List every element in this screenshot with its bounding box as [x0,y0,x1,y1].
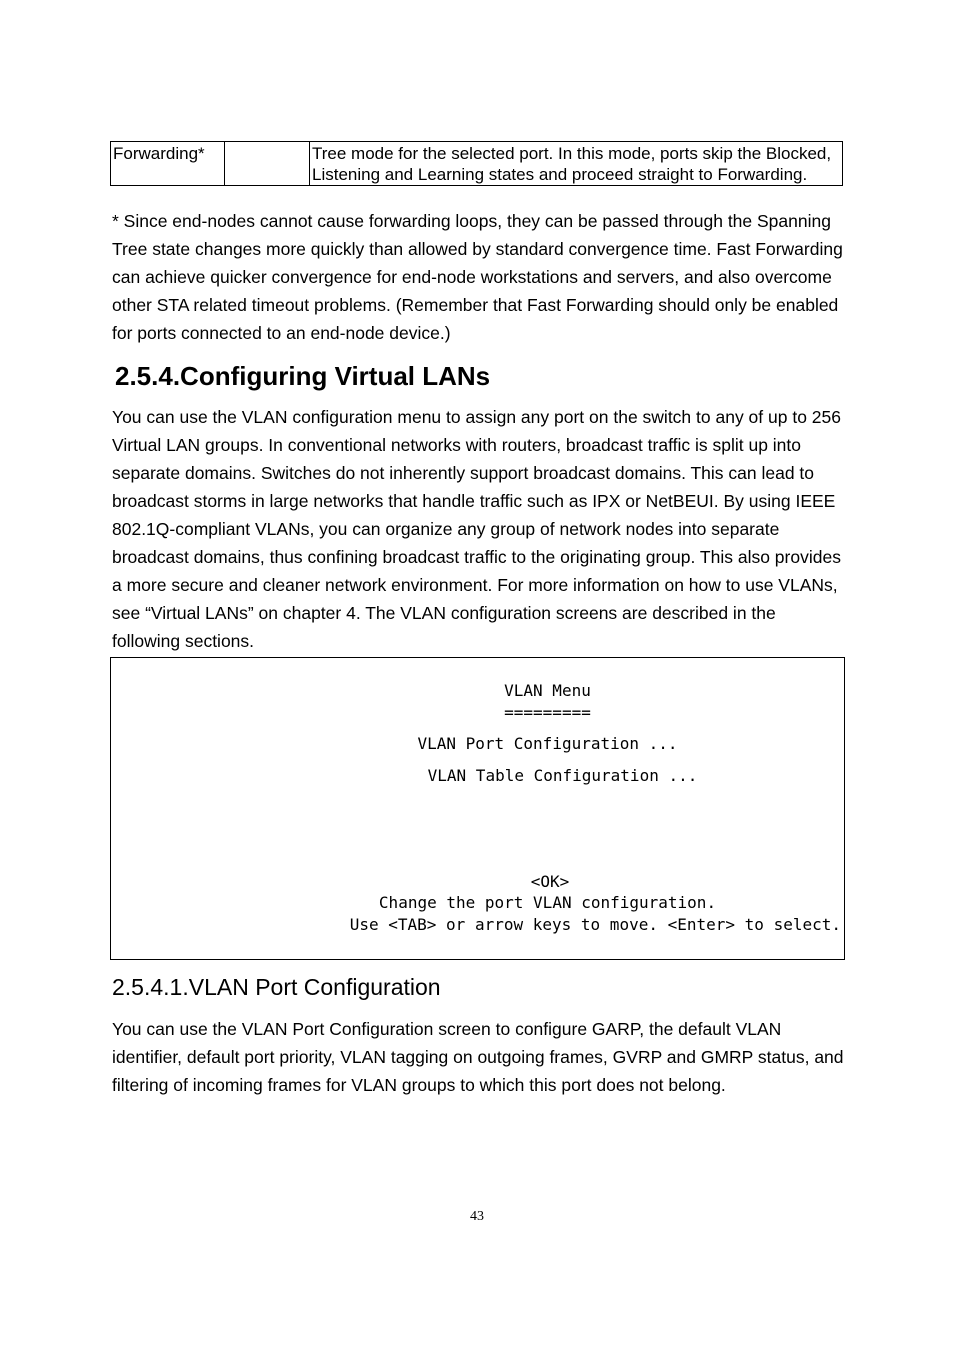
table-cell-description: Tree mode for the selected port. In this mode, ports skip the Blocked, Listening and Learning states and proceed straight to Forwarding. [310,142,843,186]
page-number: 43 [470,1209,484,1224]
footnote-paragraph: * Since end-nodes cannot cause forwarding loops, they can be passed through the Spanning Tree state changes more quickly than allowed by standard convergence time. Fast Forwarding can achieve quicker convergence for end-node workstations and servers, and also overcome other STA related timeout problems. (Remember that Fast Forwarding should only be enabled for ports connected to an end-node device.) [112,211,843,343]
console-title-underline: ========= [504,703,591,722]
continued-options-table [110,141,843,186]
table-cell-default [225,142,310,186]
console-status-line: Change the port VLAN configuration. [378,893,717,912]
section-heading: 2.5.4.Configuring Virtual LANs [115,361,491,391]
subsection-paragraph: You can use the VLAN Port Configuration screen to configure GARP, the default VLAN identifier, default port priority, VLAN tagging on outgoing frames, GVRP and GMRP status, and filtering of incoming frames for VLAN groups to which this port does not belong. [112,1019,844,1095]
console-help-line: Use <TAB> or arrow keys to move. <Enter> to select. [349,915,841,934]
menu-item-vlan-port-configuration[interactable]: VLAN Port Configuration ... [417,734,678,753]
table-cell-option: Forwarding* [111,142,225,186]
menu-item-vlan-table-configuration[interactable]: VLAN Table Configuration ... [427,766,698,785]
table-row [111,142,843,186]
subsection-heading: 2.5.4.1.VLAN Port Configuration [112,974,441,1000]
vlan-menu-console-screen [110,657,845,960]
ok-button[interactable]: <OK> [530,872,570,891]
console-title: VLAN Menu [504,681,591,700]
section-intro-paragraph: You can use the VLAN configuration menu to assign any port on the switch to any of up to 256 Virtual LAN groups. In conventional networks with routers, broadcast traffic is split up into separate domains. Switches do not inherently support broadcast domains. This can lead to broadcast storms in large networks that handle traffic such as IPX or NetBEUI. By using IEEE 802.1Q-compliant VLANs, you can organize any group of network nodes into separate broadcast domains, thus confining broadcast traffic to the originating group. This also provides a more secure and cleaner network environment. For more information on how to use VLANs, see “Virtual LANs” on chapter 4. The VLAN configuration screens are described in the following sections. [112,407,841,651]
